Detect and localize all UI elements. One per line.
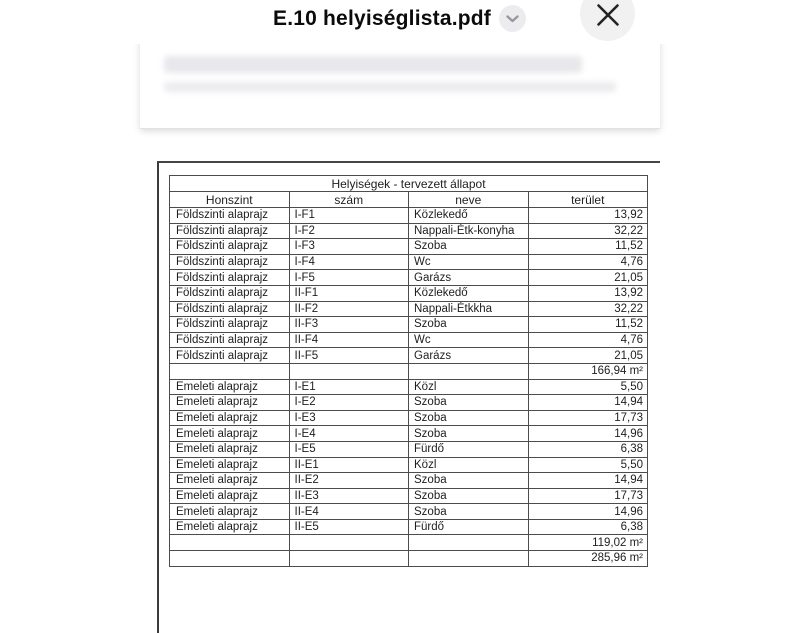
column-header-honszint: Honszint (170, 192, 290, 208)
table-cell: 4,76 (528, 254, 648, 270)
table-cell: Nappali-Étk-konyha (409, 223, 529, 239)
table-cell (409, 363, 529, 379)
title-bar (0, 0, 800, 44)
table-cell: 119,02 m² (528, 535, 648, 551)
table-title: Helyiségek - tervezett állapot (170, 176, 648, 192)
table-cell: Földszinti alaprajz (170, 285, 290, 301)
table-cell: Emeleti alaprajz (170, 441, 290, 457)
close-button[interactable] (580, 0, 635, 41)
table-cell: I-E4 (289, 426, 409, 442)
page-title: E.10 helyiséglista.pdf (273, 7, 491, 30)
table-title-row (170, 176, 648, 192)
table-cell: 21,05 (528, 270, 648, 286)
table-cell: 285,96 m² (528, 551, 648, 567)
table-cell: Földszinti alaprajz (170, 317, 290, 333)
table-cell: 4,76 (528, 332, 648, 348)
table-cell: Szoba (409, 473, 529, 489)
table-body (170, 208, 648, 567)
table-cell: II-E5 (289, 519, 409, 535)
table-cell: Szoba (409, 488, 529, 504)
table-row (170, 426, 648, 442)
table-cell: 21,05 (528, 348, 648, 364)
table-row (170, 332, 648, 348)
table-cell: Földszinti alaprajz (170, 239, 290, 255)
table-row (170, 473, 648, 489)
table-cell: Emeleti alaprajz (170, 395, 290, 411)
table-cell: Szoba (409, 239, 529, 255)
table-cell: I-F3 (289, 239, 409, 255)
table-cell: Szoba (409, 504, 529, 520)
table-cell: Közl (409, 457, 529, 473)
pdf-page (157, 161, 660, 633)
table-cell: Földszinti alaprajz (170, 254, 290, 270)
table-cell: 13,92 (528, 208, 648, 224)
table-cell: Szoba (409, 317, 529, 333)
table-cell: Emeleti alaprajz (170, 519, 290, 535)
summary-row (170, 363, 648, 379)
table-row (170, 410, 648, 426)
table-cell: Fürdő (409, 519, 529, 535)
table-cell: 11,52 (528, 239, 648, 255)
table-cell: Földszinti alaprajz (170, 332, 290, 348)
close-icon (596, 3, 620, 27)
table-cell: 5,50 (528, 457, 648, 473)
table-cell: Emeleti alaprajz (170, 410, 290, 426)
table-cell: I-F5 (289, 270, 409, 286)
table-cell: Földszinti alaprajz (170, 348, 290, 364)
table-cell: II-E4 (289, 504, 409, 520)
table-cell: I-E5 (289, 441, 409, 457)
column-header-neve: neve (409, 192, 529, 208)
table-cell: Garázs (409, 270, 529, 286)
title-menu-button[interactable] (499, 5, 526, 32)
table-cell: Szoba (409, 410, 529, 426)
column-header-szam: szám (289, 192, 409, 208)
table-cell: 14,96 (528, 426, 648, 442)
table-cell: 14,94 (528, 473, 648, 489)
table-row (170, 285, 648, 301)
table-cell: 17,73 (528, 488, 648, 504)
table-cell: Szoba (409, 395, 529, 411)
table-cell (289, 363, 409, 379)
table-cell: Közl (409, 379, 529, 395)
table-cell (409, 551, 529, 567)
table-cell: 32,22 (528, 301, 648, 317)
table-row (170, 504, 648, 520)
table-cell: 14,96 (528, 504, 648, 520)
table-cell: 32,22 (528, 223, 648, 239)
table-cell: Emeleti alaprajz (170, 457, 290, 473)
table-cell: 17,73 (528, 410, 648, 426)
table-cell: Emeleti alaprajz (170, 504, 290, 520)
table-row (170, 441, 648, 457)
ghost-text-line (164, 82, 616, 92)
table-cell: Emeleti alaprajz (170, 426, 290, 442)
chevron-down-icon (506, 15, 519, 23)
table-row (170, 270, 648, 286)
table-cell: II-E2 (289, 473, 409, 489)
table-cell: Emeleti alaprajz (170, 488, 290, 504)
table-cell: Földszinti alaprajz (170, 270, 290, 286)
table-cell (409, 535, 529, 551)
table-row (170, 239, 648, 255)
table-row (170, 395, 648, 411)
table-cell: Földszinti alaprajz (170, 223, 290, 239)
table-cell: I-F4 (289, 254, 409, 270)
table-cell: I-E3 (289, 410, 409, 426)
table-cell: Közlekedő (409, 208, 529, 224)
table-row (170, 519, 648, 535)
table-cell: I-F2 (289, 223, 409, 239)
table-cell: Földszinti alaprajz (170, 208, 290, 224)
column-header-terulet: terület (528, 192, 648, 208)
table-row (170, 488, 648, 504)
ghost-text-line (164, 56, 582, 73)
table-cell: II-F4 (289, 332, 409, 348)
table-row (170, 457, 648, 473)
table-row (170, 301, 648, 317)
table-cell: 6,38 (528, 519, 648, 535)
table-cell: Földszinti alaprajz (170, 301, 290, 317)
table-cell: Közlekedő (409, 285, 529, 301)
table-cell: Nappali-Étkkha (409, 301, 529, 317)
table-cell: 11,52 (528, 317, 648, 333)
table-row (170, 223, 648, 239)
table-cell: 14,94 (528, 395, 648, 411)
table-cell: I-F1 (289, 208, 409, 224)
table-cell: II-F1 (289, 285, 409, 301)
table-cell (289, 551, 409, 567)
table-cell: Fürdő (409, 441, 529, 457)
table-row (170, 348, 648, 364)
table-cell: 6,38 (528, 441, 648, 457)
table-cell: I-E1 (289, 379, 409, 395)
summary-row (170, 551, 648, 567)
room-table (169, 175, 648, 567)
table-cell (170, 551, 290, 567)
table-cell: Wc (409, 254, 529, 270)
table-header-row (170, 192, 648, 208)
table-row (170, 317, 648, 333)
table-cell: Emeleti alaprajz (170, 473, 290, 489)
table-cell: 13,92 (528, 285, 648, 301)
summary-row (170, 535, 648, 551)
table-row (170, 379, 648, 395)
table-row (170, 208, 648, 224)
table-cell (289, 535, 409, 551)
table-cell (170, 535, 290, 551)
table-cell: Emeleti alaprajz (170, 379, 290, 395)
table-cell: 5,50 (528, 379, 648, 395)
table-cell: II-E3 (289, 488, 409, 504)
table-cell: Wc (409, 332, 529, 348)
table-cell (170, 363, 290, 379)
table-cell: I-E2 (289, 395, 409, 411)
table-cell: II-E1 (289, 457, 409, 473)
table-cell: 166,94 m² (528, 363, 648, 379)
table-cell: Garázs (409, 348, 529, 364)
table-cell: II-F3 (289, 317, 409, 333)
table-row (170, 254, 648, 270)
table-cell: II-F5 (289, 348, 409, 364)
table-cell: Szoba (409, 426, 529, 442)
table-cell: II-F2 (289, 301, 409, 317)
